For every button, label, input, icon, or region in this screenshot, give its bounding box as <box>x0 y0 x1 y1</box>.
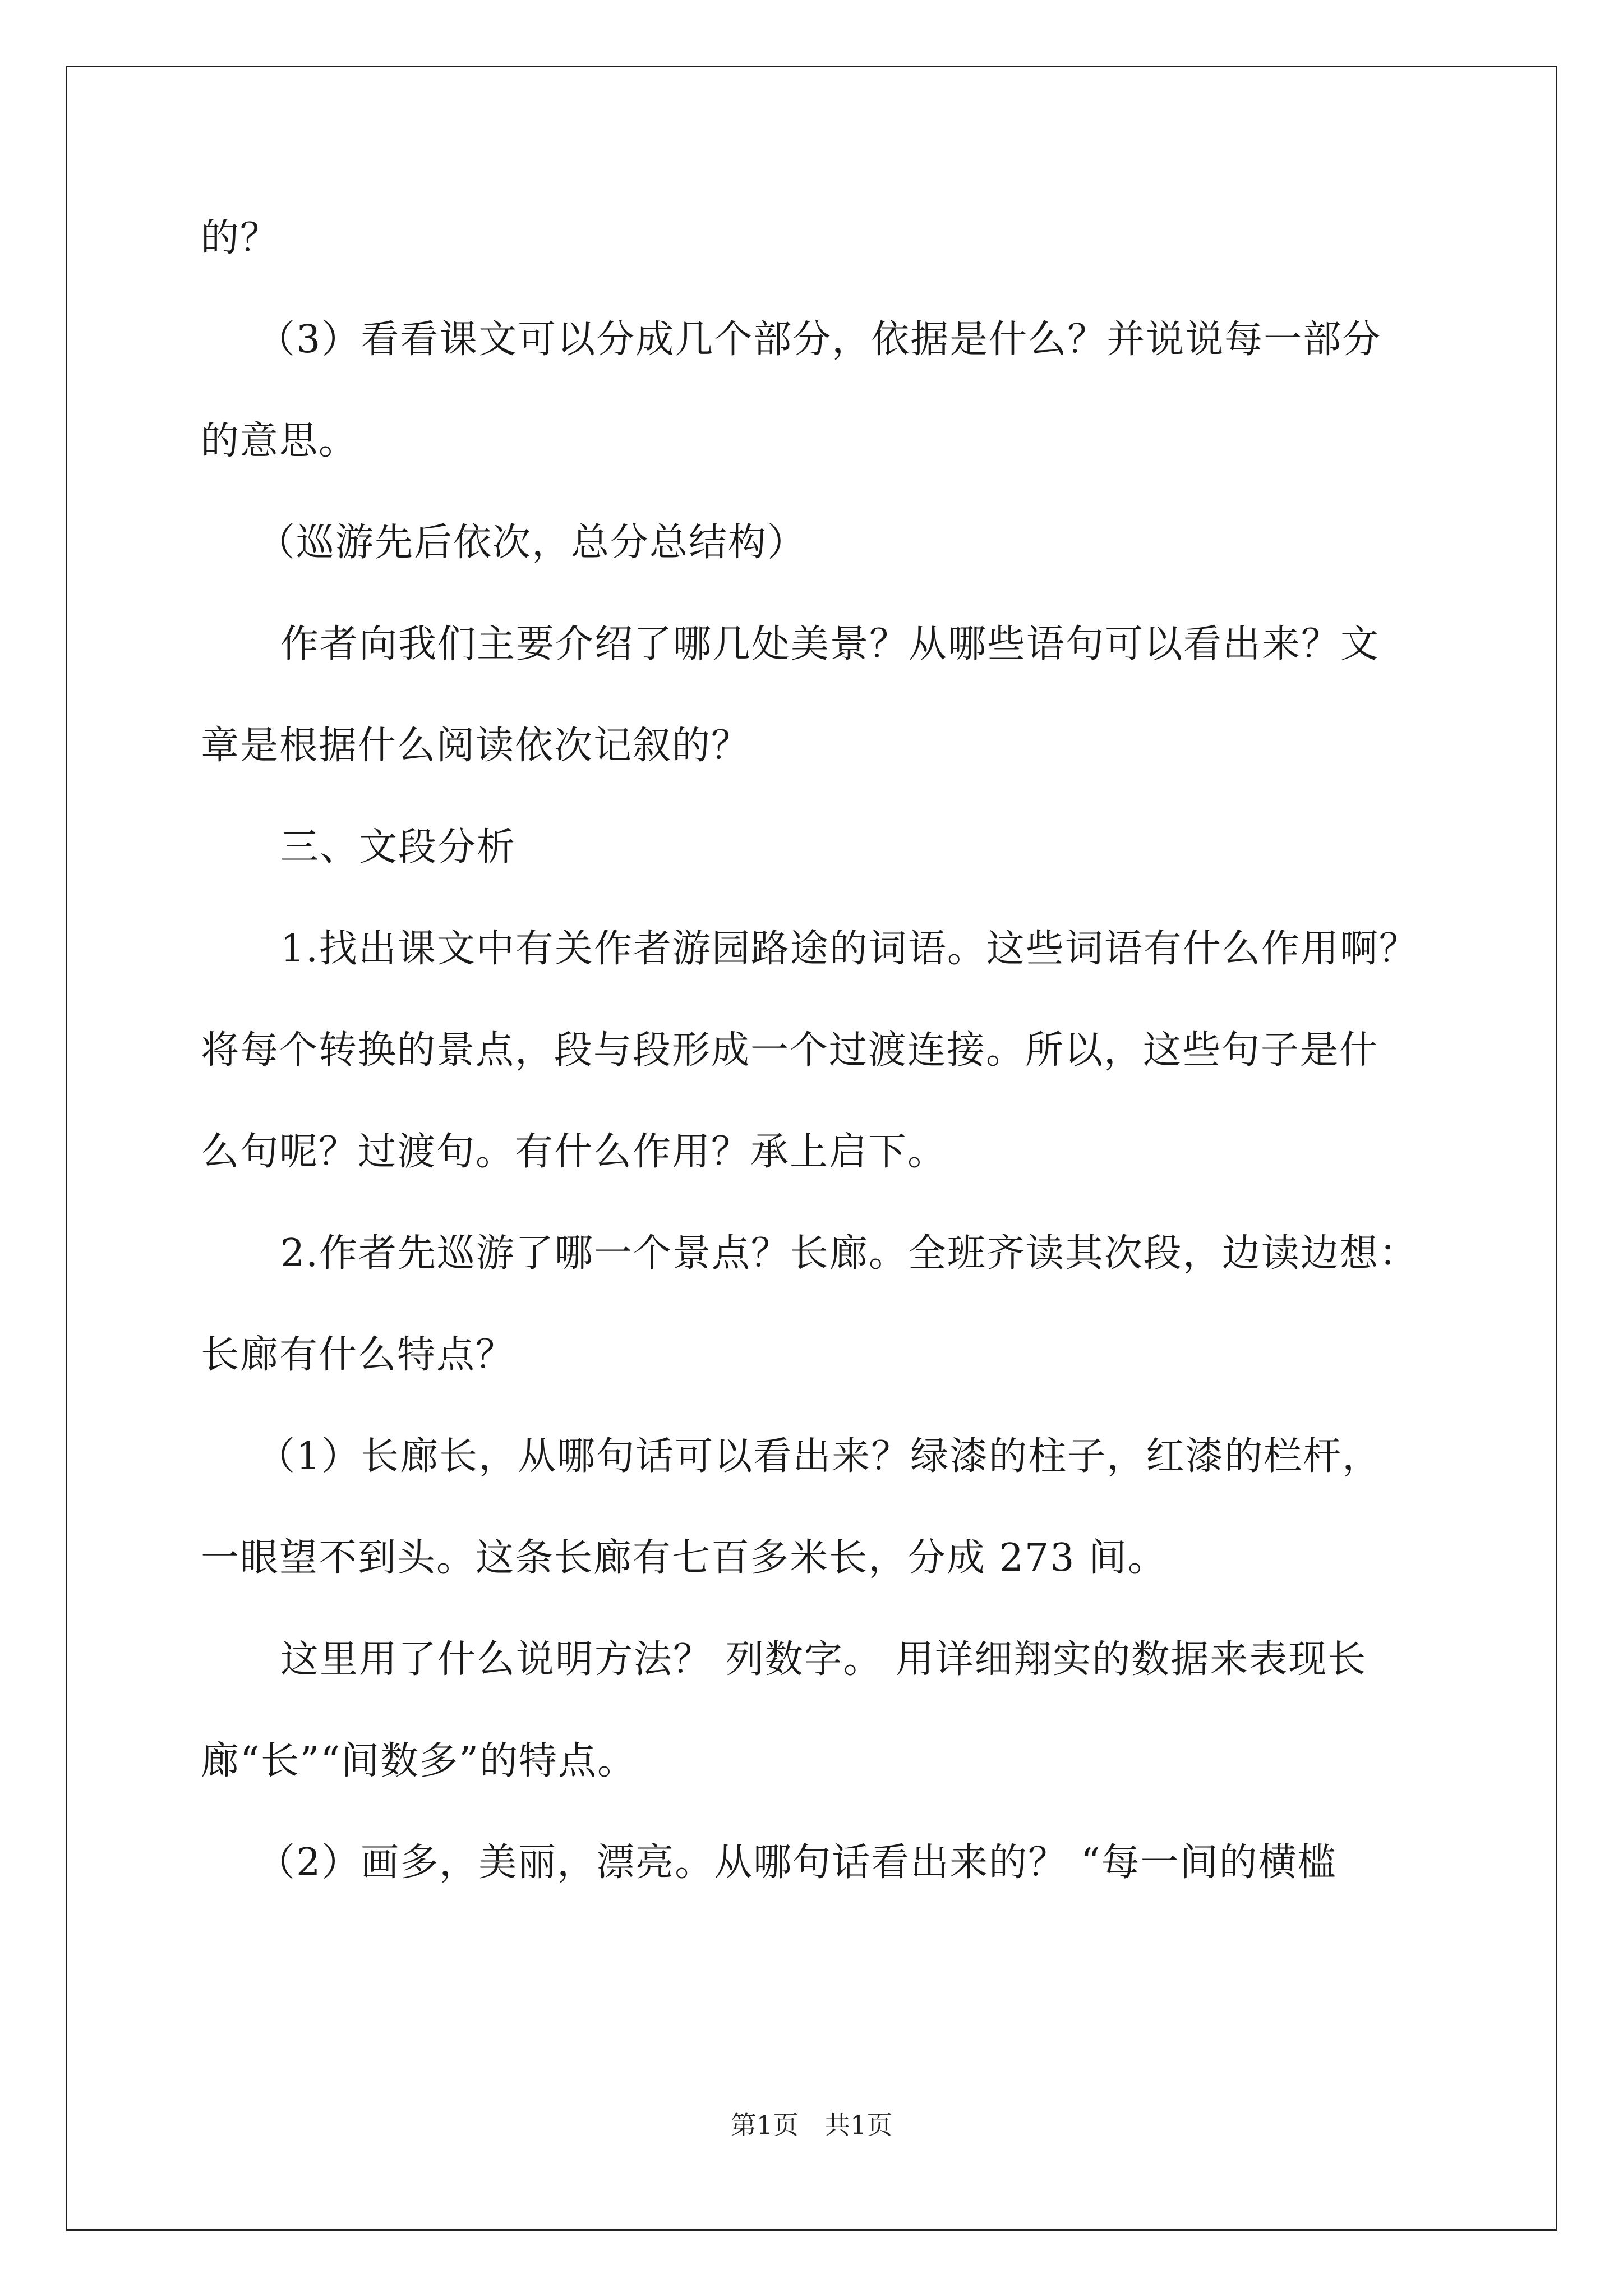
text-line-5: 作者向我们主要介绍了哪几处美景？从哪些语句可以看出来？文 <box>280 622 1380 666</box>
text-line-3: 的意思。 <box>201 419 358 463</box>
text-line-12: 长廊有什么特点？ <box>201 1333 515 1377</box>
text-line-1: 的？ <box>201 216 280 260</box>
text-line-17: （2）画多，美丽，漂亮。从哪句话看出来的？ “每一间的横槛 <box>257 1841 1337 1885</box>
text-line-13: （1）长廊长，从哪句话可以看出来？绿漆的柱子，红漆的栏杆， <box>257 1434 1382 1479</box>
text-line-10: 么句呢？过渡句。有什么作用？承上启下。 <box>201 1130 947 1174</box>
text-line-4: （巡游先后依次，总分总结构） <box>257 521 807 565</box>
section-heading: 三、文段分析 <box>280 825 517 869</box>
text-line-8: 1.找出课文中有关作者游园路途的词语。这些词语有什么作用啊？ <box>280 927 1418 971</box>
text-line-15: 这里用了什么说明方法？ 列数字。 用详细翔实的数据来表现长 <box>280 1637 1367 1682</box>
page-footer: 第1页 共1页 <box>730 2110 893 2140</box>
text-line-11: 2.作者先巡游了哪一个景点？长廊。全班齐读其次段，边读边想： <box>280 1231 1418 1276</box>
text-line-2: （3）看看课文可以分成几个部分，依据是什么？并说说每一部分 <box>257 318 1382 362</box>
text-line-14: 一眼望不到头。这条长廊有七百多米长，分成 273 间。 <box>201 1536 1168 1580</box>
text-line-9: 将每个转换的景点，段与段形成一个过渡连接。所以，这些句子是什 <box>201 1028 1379 1073</box>
text-line-16: 廊“长”“间数多”的特点。 <box>201 1739 637 1783</box>
text-line-6: 章是根据什么阅读依次记叙的？ <box>201 724 751 768</box>
